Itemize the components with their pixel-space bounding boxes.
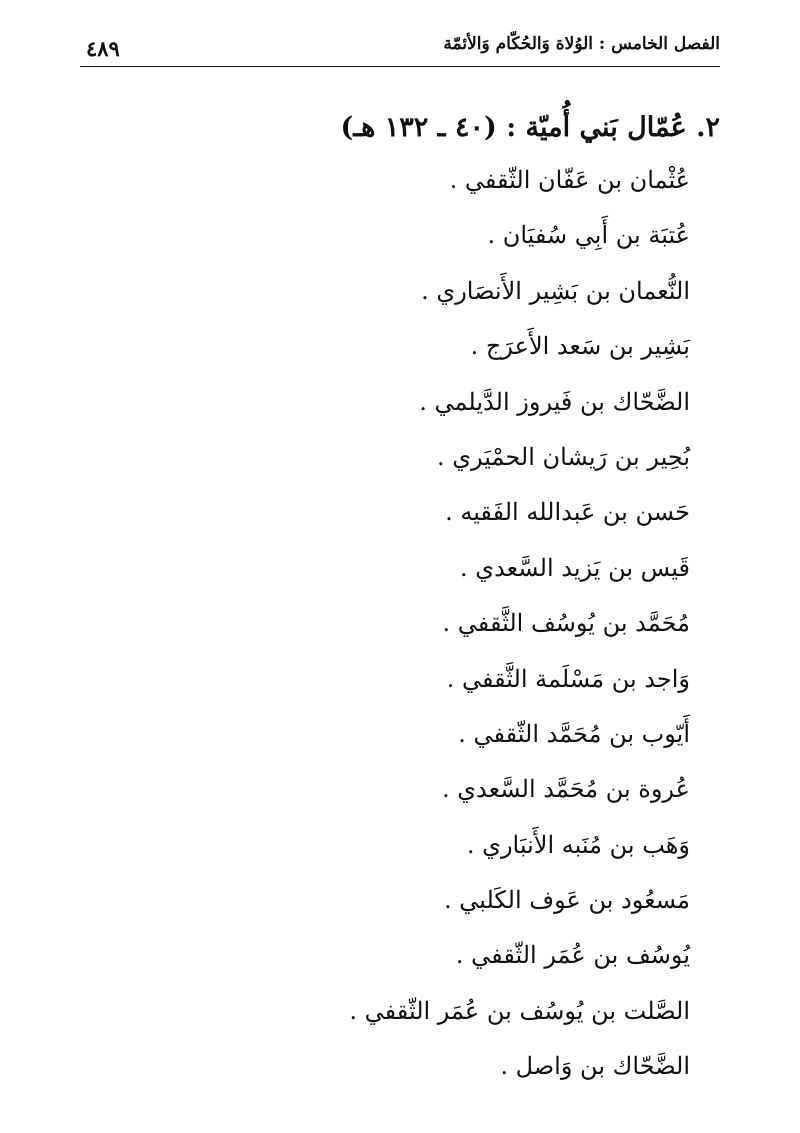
governor-item: مَسعُود بن عَوف الكَلبي .	[443, 886, 690, 915]
governor-item: الضَّحّاك بن وَاصل .	[500, 1052, 690, 1081]
governor-item: عُثْمان بن عَفّان الثّقفي .	[449, 166, 690, 194]
governors-list	[349, 160, 690, 1102]
governor-item: الصَّلت بن يُوسُف بن عُمَر الثّقفي .	[349, 996, 690, 1025]
governor-item: بَشِير بن سَعد الأَعرَج .	[470, 332, 690, 361]
governor-item: حَسن بن عَبدالله الفَقيه .	[445, 498, 690, 527]
governor-item: بُحِير بن رَيشان الحمْيَري .	[437, 442, 690, 471]
governor-item: أَيّوب بن مُحَمَّد الثّقفي .	[458, 719, 690, 748]
governor-item: عُتبَة بن أَبِي سُفيَان .	[487, 221, 690, 250]
section-heading: ٢. عُمّال بَني أُميّة : (٤٠ ـ ١٣٢ هـ)	[340, 112, 720, 144]
governor-item: وَهَب بن مُنَبه الأَنبَاري .	[466, 830, 690, 859]
governor-item: عُروة بن مُحَمَّد السَّعدي .	[442, 775, 690, 804]
running-header	[80, 28, 720, 68]
header-title: الفصل الخامس : الوُلاة وَالحُكّام وَالأئمّة	[443, 34, 720, 54]
page-number: ٤٨٩	[86, 36, 120, 61]
governor-item: وَاجد بن مَسْلَمة الثَّقفي .	[446, 664, 690, 693]
governor-item: الضَّحّاك بن فَيروز الدَّيلمي .	[419, 387, 690, 416]
governor-item: يُوسُف بن عُمَر الثّقفي .	[455, 941, 690, 970]
governor-item: قَيس بن يَزيد السَّعدي .	[460, 553, 690, 582]
governor-item: مُحَمَّد بن يُوسُف الثَّقفي .	[442, 609, 690, 638]
governor-item: النُّعمان بن بَشِير الأَنصَاري .	[421, 276, 690, 305]
header-rule	[80, 66, 720, 67]
